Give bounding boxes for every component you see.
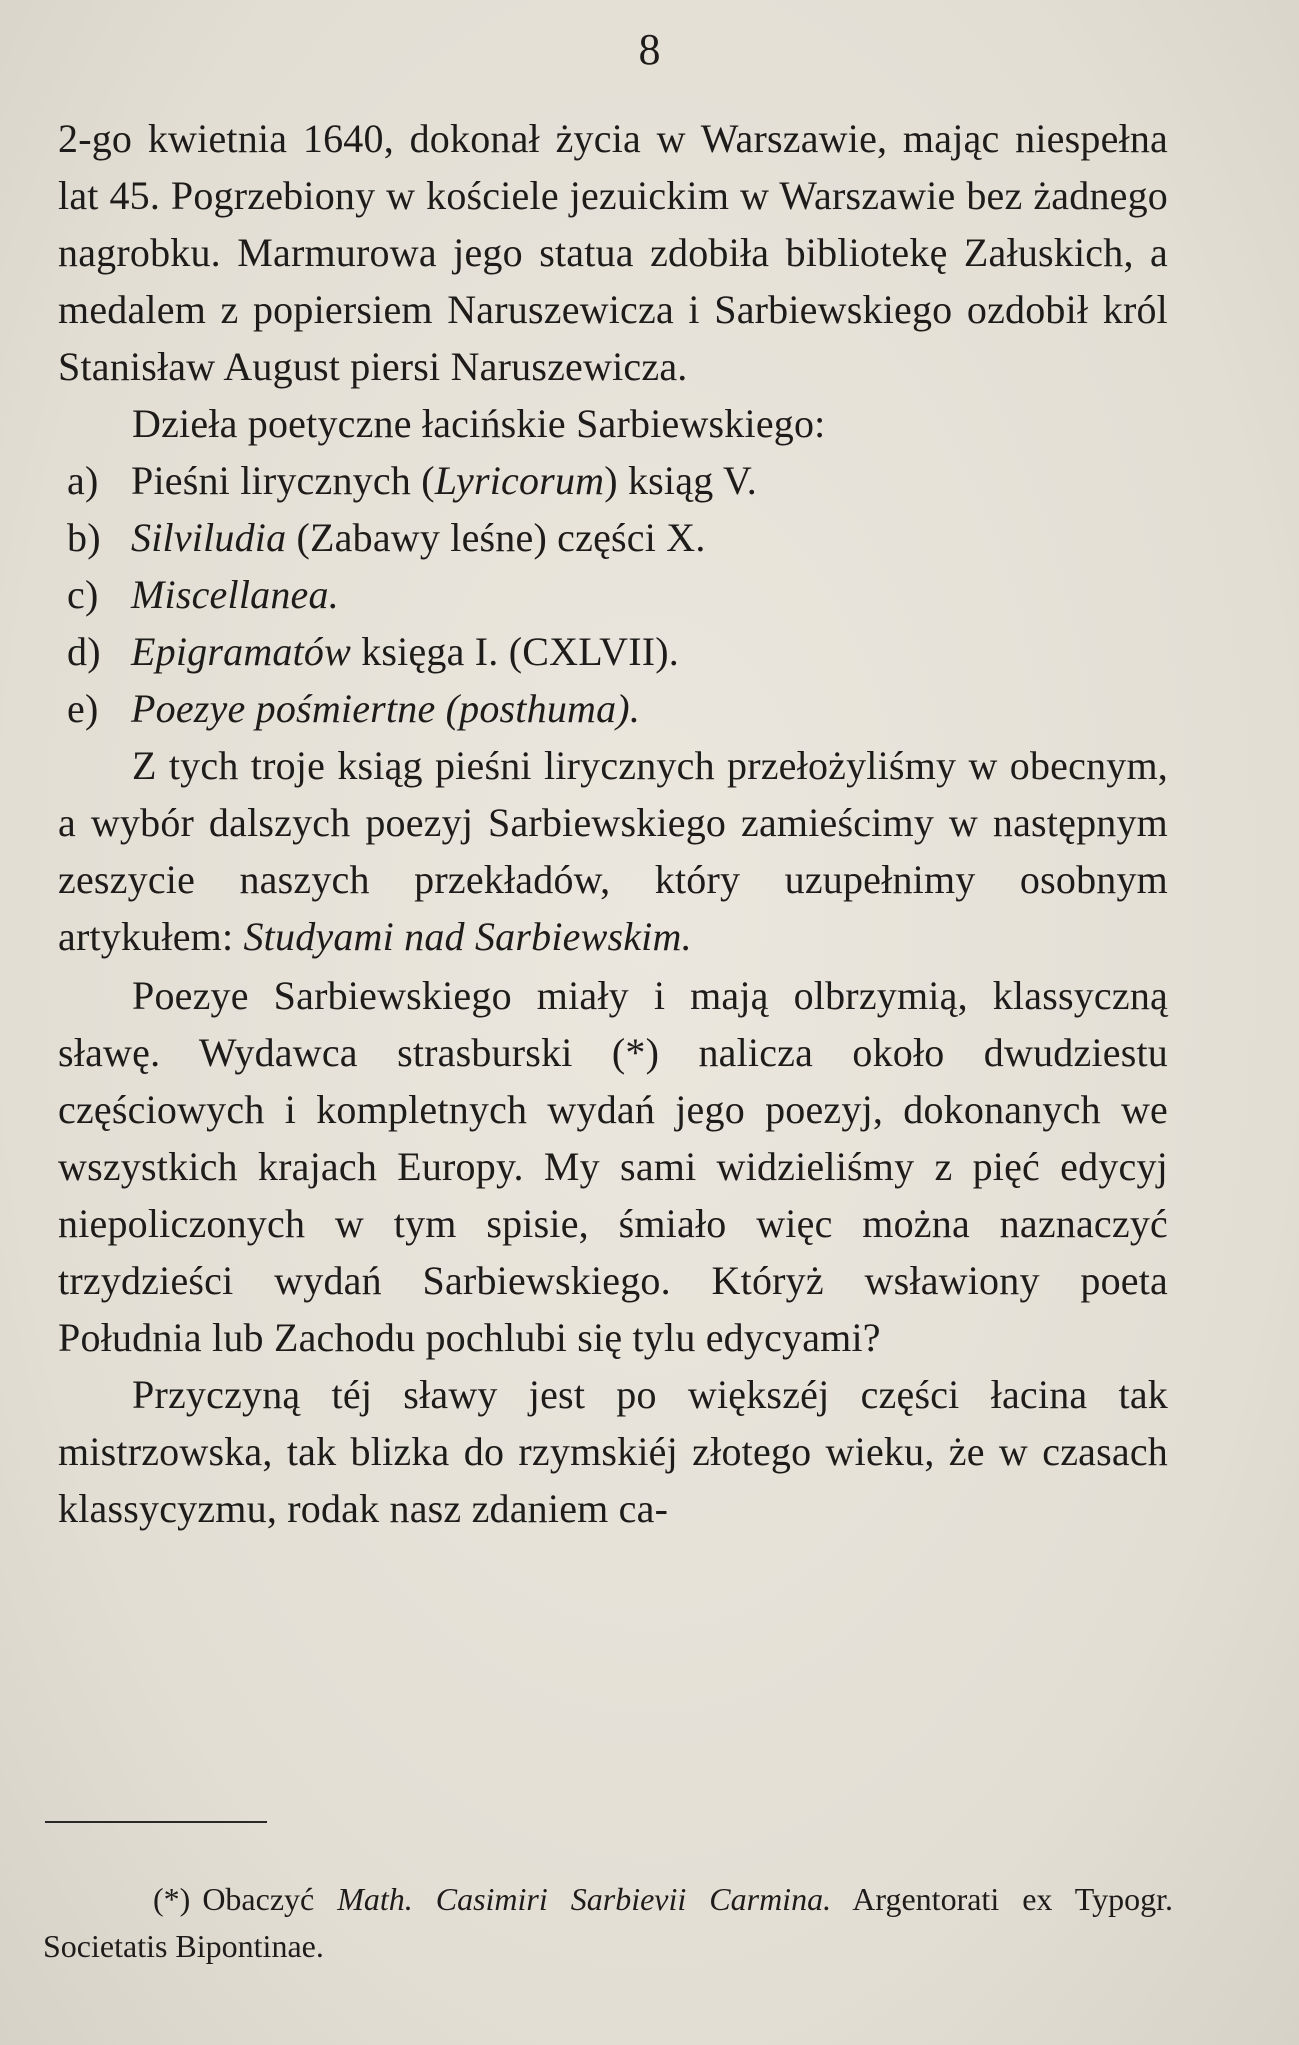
paragraph-translations: Z tych troje ksiąg pieśni lirycznych przełożyliśmy w obecnym, a wybór dalszych poezyj Sarbiewskiego zamieścimy w następnym zeszycie naszych przekładów, który uzupełnimy osobnym artykułem: Studyami nad Sarbiewskim. [58, 743, 1168, 959]
list-item: a) Pieśni lirycznych (Lyricorum) ksiąg V. [58, 452, 1168, 509]
list-marker: c) [67, 572, 99, 617]
list-item: c) Miscellanea. [58, 566, 1168, 623]
list-item: b) Silviludia (Zabawy leśne) części X. [58, 509, 1168, 566]
page-number: 8 [638, 25, 661, 74]
paragraph-death-burial: 2-go kwietnia 1640, dokonał życia w Warszawie, mając niespełna lat 45. Pogrzebiony w kościele jezuickim w Warszawie bez żadnego nagrobku. Marmurowa jego statua zdobiła bibliotekę Załuskich, a medalem z popiersiem Naruszewicza i Sarbiewskiego ozdobił król Stanisław August piersi Naruszewicza. [58, 116, 1168, 389]
footnote-marker: (*) [153, 1881, 191, 1917]
list-marker: b) [67, 515, 101, 560]
paragraph-fame: Poezye Sarbiewskiego miały i mają olbrzymią, klassyczną sławę. Wydawca strasburski (*) nalicza około dwudziestu częściowych i kompletnych wydań jego poezyj, dokonanych we wszystkich krajach Europy. My sami widzieliśmy z pięć edycyj niepoliczonych w tym spisie, śmiało więc można naznaczyć trzydzieści wydań Sarbiewskiego. Któryż wsławiony poeta Południa lub Zachodu pochlubi się tylu edycyami? [58, 973, 1168, 1360]
list-marker: a) [67, 458, 99, 503]
list-item: d) Epigramatów księga I. (CXLVII). [58, 623, 1168, 680]
paragraph-latin: Przyczyną téj sławy jest po większéj części łacina tak mistrzowska, tak blizka do rzymskiéj złotego wieku, że w czasach klassycyzmu, rodak nasz zdaniem ca- [58, 1372, 1168, 1531]
list-item: e) Poezye pośmiertne (posthuma). [58, 680, 1168, 737]
footnote-separator [45, 1821, 267, 1823]
page-body [58, 110, 1168, 1537]
list-marker: d) [67, 629, 101, 674]
footnote: (*) Obaczyć Math. Casimiri Sarbievii Carmina. Argentorati ex Typogr. Societatis Bipontinae. [43, 1876, 1173, 1970]
works-list [58, 452, 1168, 737]
works-list-heading: Dzieła poetyczne łacińskie Sarbiewskiego: [132, 401, 826, 446]
list-marker: e) [67, 686, 99, 731]
